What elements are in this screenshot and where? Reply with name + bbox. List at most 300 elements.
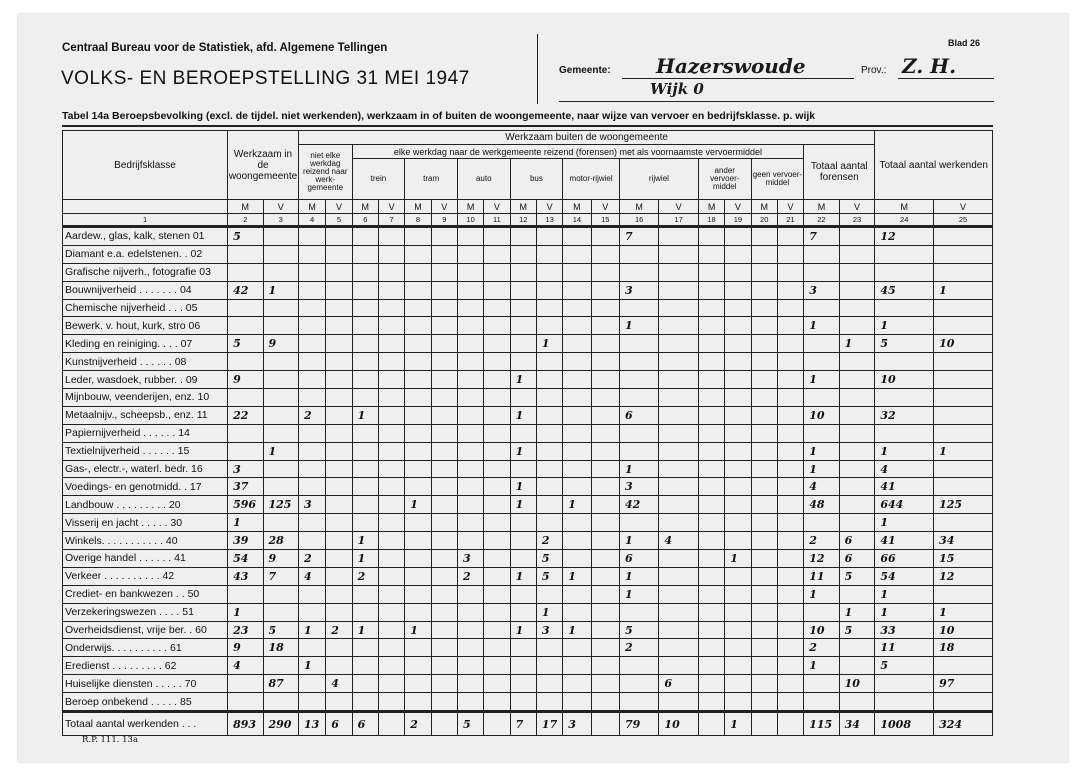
table-cell bbox=[659, 442, 698, 460]
table-cell bbox=[298, 299, 325, 317]
column-number: 1 bbox=[63, 214, 228, 227]
table-cell bbox=[563, 406, 591, 424]
table-cell bbox=[405, 406, 431, 424]
table-cell bbox=[378, 371, 404, 389]
table-cell bbox=[510, 603, 536, 621]
table-cell: 1 bbox=[804, 657, 839, 675]
table-row bbox=[63, 478, 993, 496]
table-cell bbox=[751, 263, 777, 281]
table-cell bbox=[659, 406, 698, 424]
table-cell bbox=[405, 460, 431, 478]
table-cell bbox=[326, 460, 352, 478]
table-cell bbox=[725, 460, 751, 478]
table-cell bbox=[591, 460, 619, 478]
table-cell bbox=[698, 693, 724, 712]
table-cell: 6 bbox=[619, 406, 658, 424]
table-cell: 48 bbox=[804, 496, 839, 514]
total-cell: 10 bbox=[659, 712, 698, 736]
table-cell bbox=[875, 389, 934, 407]
table-cell bbox=[228, 317, 263, 335]
table-cell bbox=[263, 406, 298, 424]
table-cell: 2 bbox=[298, 550, 325, 568]
table-cell: 5 bbox=[839, 567, 875, 585]
table-cell bbox=[263, 371, 298, 389]
title-rule bbox=[62, 125, 993, 127]
table-cell bbox=[484, 245, 510, 263]
table-cell bbox=[405, 227, 431, 246]
table-cell bbox=[725, 532, 751, 550]
table-cell bbox=[804, 335, 839, 353]
prov-label: Prov.: bbox=[861, 65, 887, 76]
table-cell bbox=[619, 657, 658, 675]
bedrijfsklasse-label: Bouwnijverheid . . . . . . . 04 bbox=[63, 281, 228, 299]
table-cell bbox=[659, 424, 698, 442]
table-cell: 1 bbox=[536, 335, 562, 353]
total-cell: 34 bbox=[839, 712, 875, 736]
table-cell bbox=[228, 424, 263, 442]
table-cell: 11 bbox=[804, 567, 839, 585]
bedrijfsklasse-label: Verzekeringswezen . . . . 51 bbox=[63, 603, 228, 621]
header-v: V bbox=[484, 200, 510, 214]
table-cell bbox=[875, 263, 934, 281]
elke-werkdag-header: elke werkdag naar de werkgemeente reizend (forensen) met als voornaamste vervoermiddel bbox=[352, 145, 804, 159]
table-cell bbox=[698, 299, 724, 317]
column-number: 17 bbox=[659, 214, 698, 227]
table-cell bbox=[263, 389, 298, 407]
table-cell bbox=[352, 478, 378, 496]
table-cell bbox=[591, 317, 619, 335]
table-cell bbox=[298, 389, 325, 407]
table-cell bbox=[591, 281, 619, 299]
table-cell bbox=[484, 335, 510, 353]
table-row bbox=[63, 460, 993, 478]
table-cell: 1 bbox=[263, 281, 298, 299]
table-cell bbox=[326, 263, 352, 281]
table-cell: 1 bbox=[510, 478, 536, 496]
table-cell bbox=[484, 639, 510, 657]
table-cell bbox=[326, 550, 352, 568]
table-cell bbox=[563, 335, 591, 353]
table-cell bbox=[484, 281, 510, 299]
table-cell bbox=[698, 567, 724, 585]
table-cell bbox=[875, 675, 934, 693]
table-cell bbox=[298, 639, 325, 657]
table-row bbox=[63, 693, 993, 712]
table-cell: 1 bbox=[298, 621, 325, 639]
table-cell bbox=[751, 281, 777, 299]
total-cell: 7 bbox=[510, 712, 536, 736]
bedrijfsklasse-label: Kunstnijverheid . . . . . . 08 bbox=[63, 353, 228, 371]
table-cell: 1 bbox=[352, 550, 378, 568]
table-cell bbox=[751, 317, 777, 335]
total-cell: 1 bbox=[725, 712, 751, 736]
table-cell bbox=[839, 496, 875, 514]
table-cell bbox=[934, 263, 993, 281]
table-cell: 596 bbox=[228, 496, 263, 514]
table-cell bbox=[510, 657, 536, 675]
table-cell bbox=[591, 514, 619, 532]
table-cell: 5 bbox=[228, 227, 263, 246]
table-cell bbox=[431, 532, 457, 550]
table-cell bbox=[352, 227, 378, 246]
table-cell bbox=[839, 227, 875, 246]
table-cell bbox=[839, 585, 875, 603]
table-cell bbox=[457, 353, 483, 371]
table-cell: 28 bbox=[263, 532, 298, 550]
table-cell: 1 bbox=[875, 442, 934, 460]
table-cell bbox=[378, 245, 404, 263]
table-cell bbox=[510, 639, 536, 657]
table-cell bbox=[405, 299, 431, 317]
table-cell bbox=[725, 693, 751, 712]
total-cell bbox=[378, 712, 404, 736]
table-cell bbox=[804, 389, 839, 407]
table-cell bbox=[263, 263, 298, 281]
table-cell bbox=[839, 639, 875, 657]
table-row bbox=[63, 639, 993, 657]
table-row bbox=[63, 245, 993, 263]
table-cell bbox=[510, 532, 536, 550]
table-cell bbox=[777, 550, 803, 568]
table-cell: 39 bbox=[228, 532, 263, 550]
bedrijfsklasse-label: Beroep onbekend . . . . . 85 bbox=[63, 693, 228, 712]
table-cell: 1 bbox=[875, 514, 934, 532]
table-cell: 1 bbox=[619, 460, 658, 478]
table-cell bbox=[725, 442, 751, 460]
table-cell: 9 bbox=[263, 335, 298, 353]
table-cell bbox=[405, 371, 431, 389]
table-cell bbox=[378, 675, 404, 693]
table-cell bbox=[659, 639, 698, 657]
table-cell bbox=[875, 245, 934, 263]
table-cell bbox=[751, 567, 777, 585]
table-cell bbox=[510, 317, 536, 335]
rijwiel-header: rijwiel bbox=[619, 159, 698, 200]
table-cell bbox=[431, 263, 457, 281]
table-cell bbox=[777, 585, 803, 603]
table-cell bbox=[659, 496, 698, 514]
header-m: M bbox=[875, 200, 934, 214]
table-cell bbox=[298, 335, 325, 353]
table-row bbox=[63, 424, 993, 442]
total-cell: 1008 bbox=[875, 712, 934, 736]
table-cell bbox=[431, 406, 457, 424]
table-cell: 2 bbox=[298, 406, 325, 424]
table-cell bbox=[510, 389, 536, 407]
table-cell: 7 bbox=[804, 227, 839, 246]
table-cell bbox=[298, 585, 325, 603]
table-cell bbox=[405, 335, 431, 353]
table-cell bbox=[326, 496, 352, 514]
table-cell bbox=[619, 263, 658, 281]
table-cell bbox=[457, 317, 483, 335]
bureau-line: Centraal Bureau voor de Statistiek, afd. Algemene Tellingen bbox=[62, 42, 388, 54]
table-cell: 23 bbox=[228, 621, 263, 639]
table-cell bbox=[326, 532, 352, 550]
table-cell bbox=[405, 281, 431, 299]
table-cell bbox=[431, 496, 457, 514]
table-cell bbox=[378, 621, 404, 639]
table-cell bbox=[591, 263, 619, 281]
table-row bbox=[63, 263, 993, 281]
table-cell bbox=[484, 532, 510, 550]
totaal-forensen-header: Totaal aantal forensen bbox=[804, 145, 875, 200]
table-cell bbox=[777, 460, 803, 478]
table-cell bbox=[405, 389, 431, 407]
table-cell bbox=[591, 299, 619, 317]
ander-vervoer-header: ander vervoer-middel bbox=[698, 159, 751, 200]
table-cell bbox=[777, 442, 803, 460]
table-cell bbox=[698, 657, 724, 675]
header-m: M bbox=[405, 200, 431, 214]
header-v: V bbox=[839, 200, 875, 214]
table-cell bbox=[536, 693, 562, 712]
table-cell: 45 bbox=[875, 281, 934, 299]
table-cell bbox=[659, 550, 698, 568]
column-number: 23 bbox=[839, 214, 875, 227]
table-cell bbox=[536, 245, 562, 263]
table-cell bbox=[378, 603, 404, 621]
table-row bbox=[63, 550, 993, 568]
header-m: M bbox=[698, 200, 724, 214]
header-v: V bbox=[659, 200, 698, 214]
table-cell bbox=[563, 424, 591, 442]
table-cell bbox=[698, 353, 724, 371]
header-m: M bbox=[352, 200, 378, 214]
bedrijfsklasse-label: Overige handel . . . . . . 41 bbox=[63, 550, 228, 568]
table-cell bbox=[804, 424, 839, 442]
table-cell bbox=[298, 693, 325, 712]
total-label: Totaal aantal werkenden . . . bbox=[63, 712, 228, 736]
table-cell bbox=[698, 514, 724, 532]
table-cell bbox=[777, 478, 803, 496]
table-cell bbox=[405, 550, 431, 568]
table-row bbox=[63, 496, 993, 514]
table-cell: 1 bbox=[839, 603, 875, 621]
table-cell: 10 bbox=[839, 675, 875, 693]
table-cell: 42 bbox=[228, 281, 263, 299]
table-cell: 1 bbox=[263, 442, 298, 460]
table-cell bbox=[510, 245, 536, 263]
table-cell bbox=[484, 675, 510, 693]
table-cell bbox=[326, 299, 352, 317]
table-cell: 33 bbox=[875, 621, 934, 639]
table-cell bbox=[352, 603, 378, 621]
table-cell bbox=[934, 585, 993, 603]
table-cell bbox=[839, 371, 875, 389]
table-cell: 34 bbox=[934, 532, 993, 550]
table-cell bbox=[457, 245, 483, 263]
table-cell bbox=[875, 299, 934, 317]
table-cell: 1 bbox=[619, 532, 658, 550]
bedrijfsklasse-label: Onderwijs. . . . . . . . . . 61 bbox=[63, 639, 228, 657]
motorrijwiel-header: motor-rijwiel bbox=[563, 159, 620, 200]
table-cell bbox=[751, 550, 777, 568]
table-cell bbox=[591, 621, 619, 639]
table-cell bbox=[698, 389, 724, 407]
table-cell bbox=[536, 675, 562, 693]
table-cell bbox=[228, 585, 263, 603]
table-cell bbox=[298, 478, 325, 496]
table-cell bbox=[431, 353, 457, 371]
gemeente-label: Gemeente: bbox=[559, 65, 611, 76]
table-cell bbox=[725, 245, 751, 263]
table-cell bbox=[431, 245, 457, 263]
column-number: 9 bbox=[431, 214, 457, 227]
table-cell: 9 bbox=[228, 371, 263, 389]
header-v: V bbox=[777, 200, 803, 214]
table-cell bbox=[405, 585, 431, 603]
table-cell bbox=[839, 657, 875, 675]
total-cell: 290 bbox=[263, 712, 298, 736]
total-cell bbox=[698, 712, 724, 736]
table-cell bbox=[263, 227, 298, 246]
column-number: 24 bbox=[875, 214, 934, 227]
table-cell: 1 bbox=[510, 567, 536, 585]
table-cell: 10 bbox=[934, 335, 993, 353]
table-cell bbox=[298, 424, 325, 442]
table-cell bbox=[431, 639, 457, 657]
table-cell bbox=[378, 496, 404, 514]
header-v: V bbox=[536, 200, 562, 214]
table-cell bbox=[228, 442, 263, 460]
table-cell bbox=[510, 675, 536, 693]
table-cell bbox=[619, 389, 658, 407]
bedrijfsklasse-label: Leder, wasdoek, rubber. . 09 bbox=[63, 371, 228, 389]
table-cell bbox=[725, 371, 751, 389]
niet-elke-header: niet elke werkdag reizend naar werk-gemeente bbox=[298, 145, 352, 200]
total-row bbox=[63, 712, 993, 736]
table-cell bbox=[484, 371, 510, 389]
auto-header: auto bbox=[457, 159, 510, 200]
table-cell: 3 bbox=[536, 621, 562, 639]
table-cell bbox=[839, 424, 875, 442]
header-m: M bbox=[298, 200, 325, 214]
table-cell: 1 bbox=[804, 371, 839, 389]
table-cell: 1 bbox=[536, 603, 562, 621]
table-cell bbox=[698, 406, 724, 424]
table-cell bbox=[934, 353, 993, 371]
table-cell bbox=[725, 406, 751, 424]
table-cell bbox=[326, 245, 352, 263]
table-cell bbox=[298, 281, 325, 299]
column-number: 22 bbox=[804, 214, 839, 227]
table-cell bbox=[484, 353, 510, 371]
table-cell bbox=[457, 371, 483, 389]
table-cell bbox=[484, 585, 510, 603]
header-v: V bbox=[431, 200, 457, 214]
table-cell bbox=[457, 299, 483, 317]
header-v: V bbox=[263, 200, 298, 214]
gemeente-line bbox=[622, 78, 854, 79]
table-cell bbox=[725, 639, 751, 657]
table-cell bbox=[484, 442, 510, 460]
table-cell bbox=[698, 460, 724, 478]
table-cell: 1 bbox=[510, 621, 536, 639]
table-cell bbox=[378, 585, 404, 603]
table-cell: 5 bbox=[228, 335, 263, 353]
table-cell bbox=[510, 353, 536, 371]
bedrijfsklasse-label: Gas-, electr.-, waterl. bedr. 16 bbox=[63, 460, 228, 478]
bedrijfsklasse-label: Eredienst . . . . . . . . . 62 bbox=[63, 657, 228, 675]
table-cell bbox=[591, 550, 619, 568]
sex-header-blank bbox=[63, 200, 228, 214]
prov-line bbox=[898, 78, 994, 79]
table-cell bbox=[263, 245, 298, 263]
bedrijfsklasse-label: Bewerk. v. hout, kurk, stro 06 bbox=[63, 317, 228, 335]
sex-header-row bbox=[63, 200, 993, 214]
table-cell bbox=[619, 603, 658, 621]
table-cell bbox=[725, 585, 751, 603]
table-cell bbox=[378, 460, 404, 478]
total-cell: 893 bbox=[228, 712, 263, 736]
table-cell bbox=[875, 424, 934, 442]
table-cell bbox=[510, 550, 536, 568]
table-cell bbox=[457, 496, 483, 514]
table-cell bbox=[536, 406, 562, 424]
table-cell bbox=[591, 227, 619, 246]
header-m: M bbox=[563, 200, 591, 214]
table-cell bbox=[777, 371, 803, 389]
table-cell bbox=[378, 478, 404, 496]
table-cell bbox=[431, 657, 457, 675]
table-cell bbox=[698, 424, 724, 442]
table-cell bbox=[536, 639, 562, 657]
table-cell bbox=[934, 317, 993, 335]
table-cell bbox=[725, 227, 751, 246]
table-cell bbox=[457, 478, 483, 496]
table-cell: 10 bbox=[804, 406, 839, 424]
table-cell bbox=[751, 371, 777, 389]
table-cell bbox=[326, 567, 352, 585]
table-cell bbox=[378, 532, 404, 550]
table-cell: 12 bbox=[875, 227, 934, 246]
table-cell bbox=[698, 639, 724, 657]
bedrijfsklasse-label: Grafische nijverh., fotografie 03 bbox=[63, 263, 228, 281]
table-cell bbox=[352, 639, 378, 657]
table-cell bbox=[378, 657, 404, 675]
table-cell bbox=[510, 514, 536, 532]
table-cell bbox=[457, 335, 483, 353]
header-v: V bbox=[934, 200, 993, 214]
table-cell bbox=[751, 657, 777, 675]
table-cell bbox=[591, 693, 619, 712]
gemeente-value: Hazerswoude bbox=[656, 54, 806, 78]
blad-label: Blad 26 bbox=[948, 38, 981, 48]
table-cell bbox=[298, 442, 325, 460]
table-cell bbox=[777, 639, 803, 657]
table-cell bbox=[263, 585, 298, 603]
table-cell bbox=[563, 245, 591, 263]
table-cell bbox=[777, 245, 803, 263]
table-cell: 125 bbox=[263, 496, 298, 514]
table-row bbox=[63, 532, 993, 550]
table-cell bbox=[431, 281, 457, 299]
table-cell bbox=[405, 603, 431, 621]
table-cell bbox=[563, 317, 591, 335]
table-cell bbox=[659, 245, 698, 263]
table-cell bbox=[839, 353, 875, 371]
table-row bbox=[63, 335, 993, 353]
table-cell bbox=[659, 478, 698, 496]
table-cell bbox=[563, 532, 591, 550]
table-cell: 2 bbox=[804, 532, 839, 550]
table-cell: 15 bbox=[934, 550, 993, 568]
table-cell: 1 bbox=[510, 496, 536, 514]
table-cell bbox=[484, 406, 510, 424]
table-cell bbox=[659, 693, 698, 712]
table-cell bbox=[484, 657, 510, 675]
